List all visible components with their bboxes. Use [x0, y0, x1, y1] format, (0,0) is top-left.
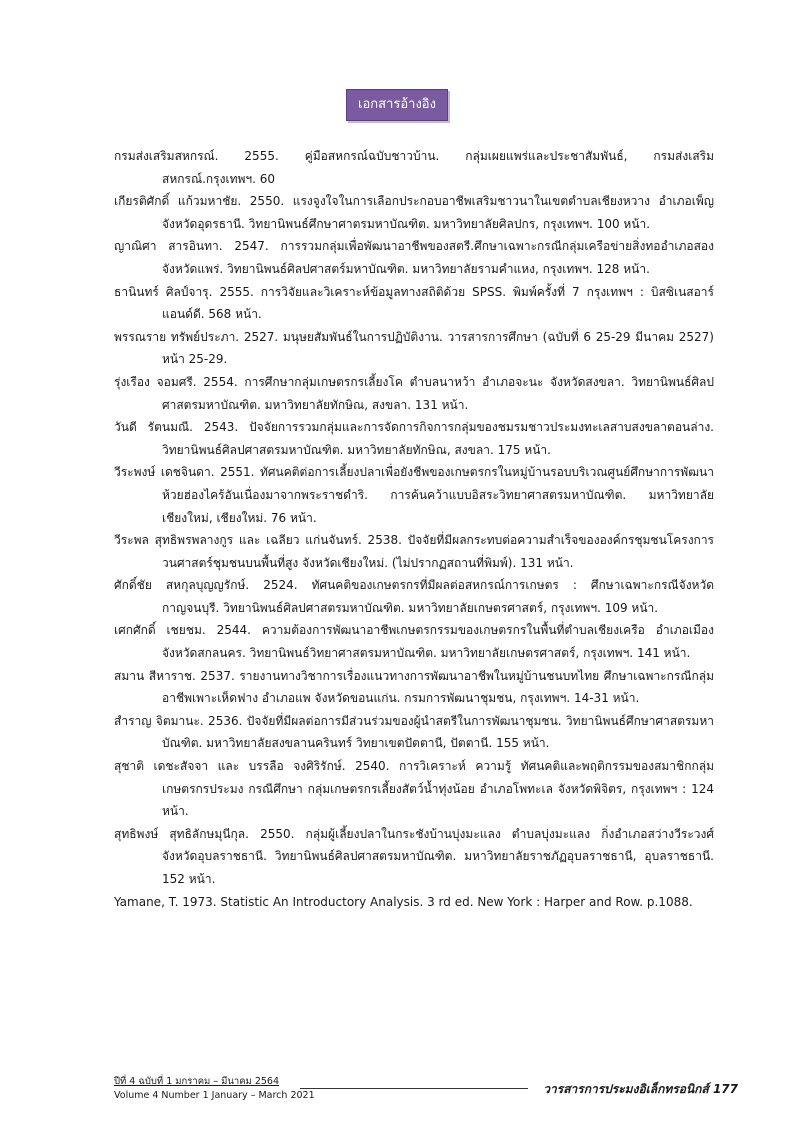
- issue-english: Volume 4 Number 1 January – March 2021: [114, 1090, 315, 1101]
- reference-entry: ศักดิ์ชัย สหกุลบุญญรักษ์. 2524. ทัศนคติของเกษตรกรที่มีผลต่อสหกรณ์การเกษตร : ศึกษาเฉพาะกรณีจังหวัดกาญจนบุรี. วิทยานิพนธ์ศิลปศาสตรมหาบัณฑิต. มหาวิทยาลัยเกษตรศาสตร์, กรุงเทพฯ. 109 หน้า.: [114, 578, 714, 615]
- reference-entry: ญาณิศา สารอินทา. 2547. การรวมกลุ่มเพื่อพัฒนาอาชีพของสตรี.ศึกษาเฉพาะกรณีกลุ่มเครือข่ายสิ่งทออำเภอสอง จังหวัดแพร่. วิทยานิพนธ์ศิลปศาสตร์มหาบัณฑิต. มหาวิทยาลัยรามคำแหง, กรุงเทพฯ. 128 หน้า.: [114, 239, 714, 276]
- section-heading: เอกสารอ้างอิง: [346, 89, 448, 121]
- reference-entry: สำราญ จิตมานะ. 2536. ปัจจัยที่มีผลต่อการมีส่วนร่วมของผู้นำสตรีในการพัฒนาชุมชน. วิทยานิพนธ์ศึกษาศาสตรมหาบัณฑิต. มหาวิทยาลัยสงขลานครินทร์ วิทยาเขตปัตตานี, ปัตตานี. 155 หน้า.: [114, 713, 714, 751]
- issue-thai: ปีที่ 4 ฉบับที่ 1 มกราคม – มีนาคม 2564: [114, 1076, 280, 1087]
- reference-entry: ธานินทร์ ศิลป์จารุ. 2555. การวิจัยและวิเคราะห์ข้อมูลทางสถิติด้วย SPSS. พิมพ์ครั้งที่ 7 กรุงเทพฯ : บิสซิเนสอาร์แอนด์ดี. 568 หน้า.: [114, 284, 714, 322]
- issue-info: [114, 1075, 315, 1103]
- reference-entry: วีระพล สุทธิพรพลางกูร และ เฉลียว แก่นจันทร์. 2538. ปัจจัยที่มีผลกระทบต่อความสำเร็จขององค์กรชุมชนโครงการวนศาสตร์ชุมชนบนพื้นที่สูง จังหวัดเชียงใหม่. (ไม่ปรากฏสถานที่พิมพ์). 131 หน้า.: [114, 533, 714, 570]
- reference-entry: สุชาติ เดชะสัจจา และ บรรลือ จงศิริรักษ์. 2540. การวิเคราะห์ ความรู้ ทัศนคติและพฤติกรรมของสมาชิกกลุ่มเกษตรกรประมง กรณีศึกษา กลุ่มเกษตรกรเลี้ยงสัตว์น้ำทุ่งน้อย อำเภอโพทะเล จังหวัดพิจิตร, กรุงเทพฯ : 124 หน้า.: [114, 759, 714, 819]
- reference-entry: สมาน สีหาราช. 2537. รายงานทางวิชาการเรื่องแนวทางการพัฒนาอาชีพในหมู่บ้านชนบทไทย ศึกษาเฉพาะกรณีกลุ่มอาชีพเพาะเห็ดฟาง อำเภอแพ จังหวัดขอนแก่น. กรมการพัฒนาชุมชน, กรุงเทพฯ. 14-31 หน้า.: [114, 668, 714, 706]
- footer-divider: [300, 1088, 528, 1089]
- reference-entry: วีระพงษ์ เดชจินดา. 2551. ทัศนคติต่อการเลี้ยงปลาเพื่อยังชีพของเกษตรกรในหมู่บ้านรอบบริเวณศูนย์ศึกษาการพัฒนาห้วยฮ่องไคร้อันเนื่องมาจากพระราชดำริ. การค้นคว้าแบบอิสระวิทยาศาสตรมหาบัณฑิต. มหาวิทยาลัยเชียงใหม่, เชียงใหม่. 76 หน้า.: [114, 465, 714, 525]
- reference-entry: กรมส่งเสริมสหกรณ์. 2555. คู่มือสหกรณ์ฉบับชาวบ้าน. กลุ่มเผยแพร่และประชาสัมพันธ์, กรมส่งเสริมสหกรณ์.กรุงเทพฯ. 60: [114, 149, 714, 186]
- reference-entry: เกียรติศักดิ์ แก้วมหาชัย. 2550. แรงจูงใจในการเลือกประกอบอาชีพเสริมชาวนาในเขตตำบลเชียงหวาง อำเภอเพ็ญ จังหวัดอุดรธานี. วิทยานิพนธ์ศึกษาศาตรมหาบัณฑิต. มหาวิทยาลัยศิลปกร, กรุงเทพฯ. 100 หน้า.: [114, 194, 714, 231]
- page-number: 177: [712, 1082, 738, 1096]
- reference-entry: วันดี รัตนมณี. 2543. ปัจจัยการรวมกลุ่มและการจัดการกิจการกลุ่มของชมรมชาวประมงทะเลสาบสงขลาตอนล่าง. วิทยานิพนธ์ศิลปศาสตรมหาบัณฑิต. มหาวิทยาลัยทักษิณ, สงขลา. 175 หน้า.: [114, 420, 714, 457]
- reference-entry: Yamane, T. 1973. Statistic An Introductory Analysis. 3 rd ed. New York : Harper and Row. p.1088.: [114, 894, 693, 909]
- reference-entry: สุทธิพงษ์ สุทธิลักษมุนีกุล. 2550. กลุ่มผู้เลี้ยงปลาในกระชังบ้านบุ่งมะแลง ตำบลบุ่งมะแลง กิ่งอำเภอสว่างวีระวงศ์ จังหวัดอุบลราชธานี. วิทยานิพนธ์ศิลปศาสตรมหาบัณฑิต. มหาวิทยาลัยราชภัฏอุบลราชธานี, อุบลราชธานี. 152 หน้า.: [114, 826, 714, 886]
- journal-name: วารสารการประมงอิเล็กทรอนิกส์: [543, 1082, 709, 1096]
- reference-list: [114, 145, 714, 913]
- reference-entry: เศกศักดิ์ เชยชม. 2544. ความต้องการพัฒนาอาชีพเกษตรกรรมของเกษตรกรในพื้นที่ตำบลเชียงเครือ อำเภอเมือง จังหวัดสกลนคร. วิทยานิพนธ์วิทยาศาสตรมหาบัณฑิต. มหาวิทยาลัยเกษตรศาสตร์, กรุงเทพฯ. 141 หน้า.: [114, 623, 714, 661]
- journal-footer: [543, 1080, 738, 1099]
- reference-entry: พรรณราย ทรัพย์ประภา. 2527. มนุษยสัมพันธ์ในการปฏิบัติงาน. วารสารการศึกษา (ฉบับที่ 6 25-29 มีนาคม 2527) หน้า 25-29.: [114, 329, 714, 367]
- reference-entry: รุ่งเรือง จอมศรี. 2554. การศึกษากลุ่มเกษตรกรเลี้ยงโค ตำบลนาหว้า อำเภอจะนะ จังหวัดสงขลา. วิทยานิพนธ์ศิลปศาสตรมหาบัณฑิต. มหาวิทยาลัยทักษิณ, สงขลา. 131 หน้า.: [114, 374, 714, 412]
